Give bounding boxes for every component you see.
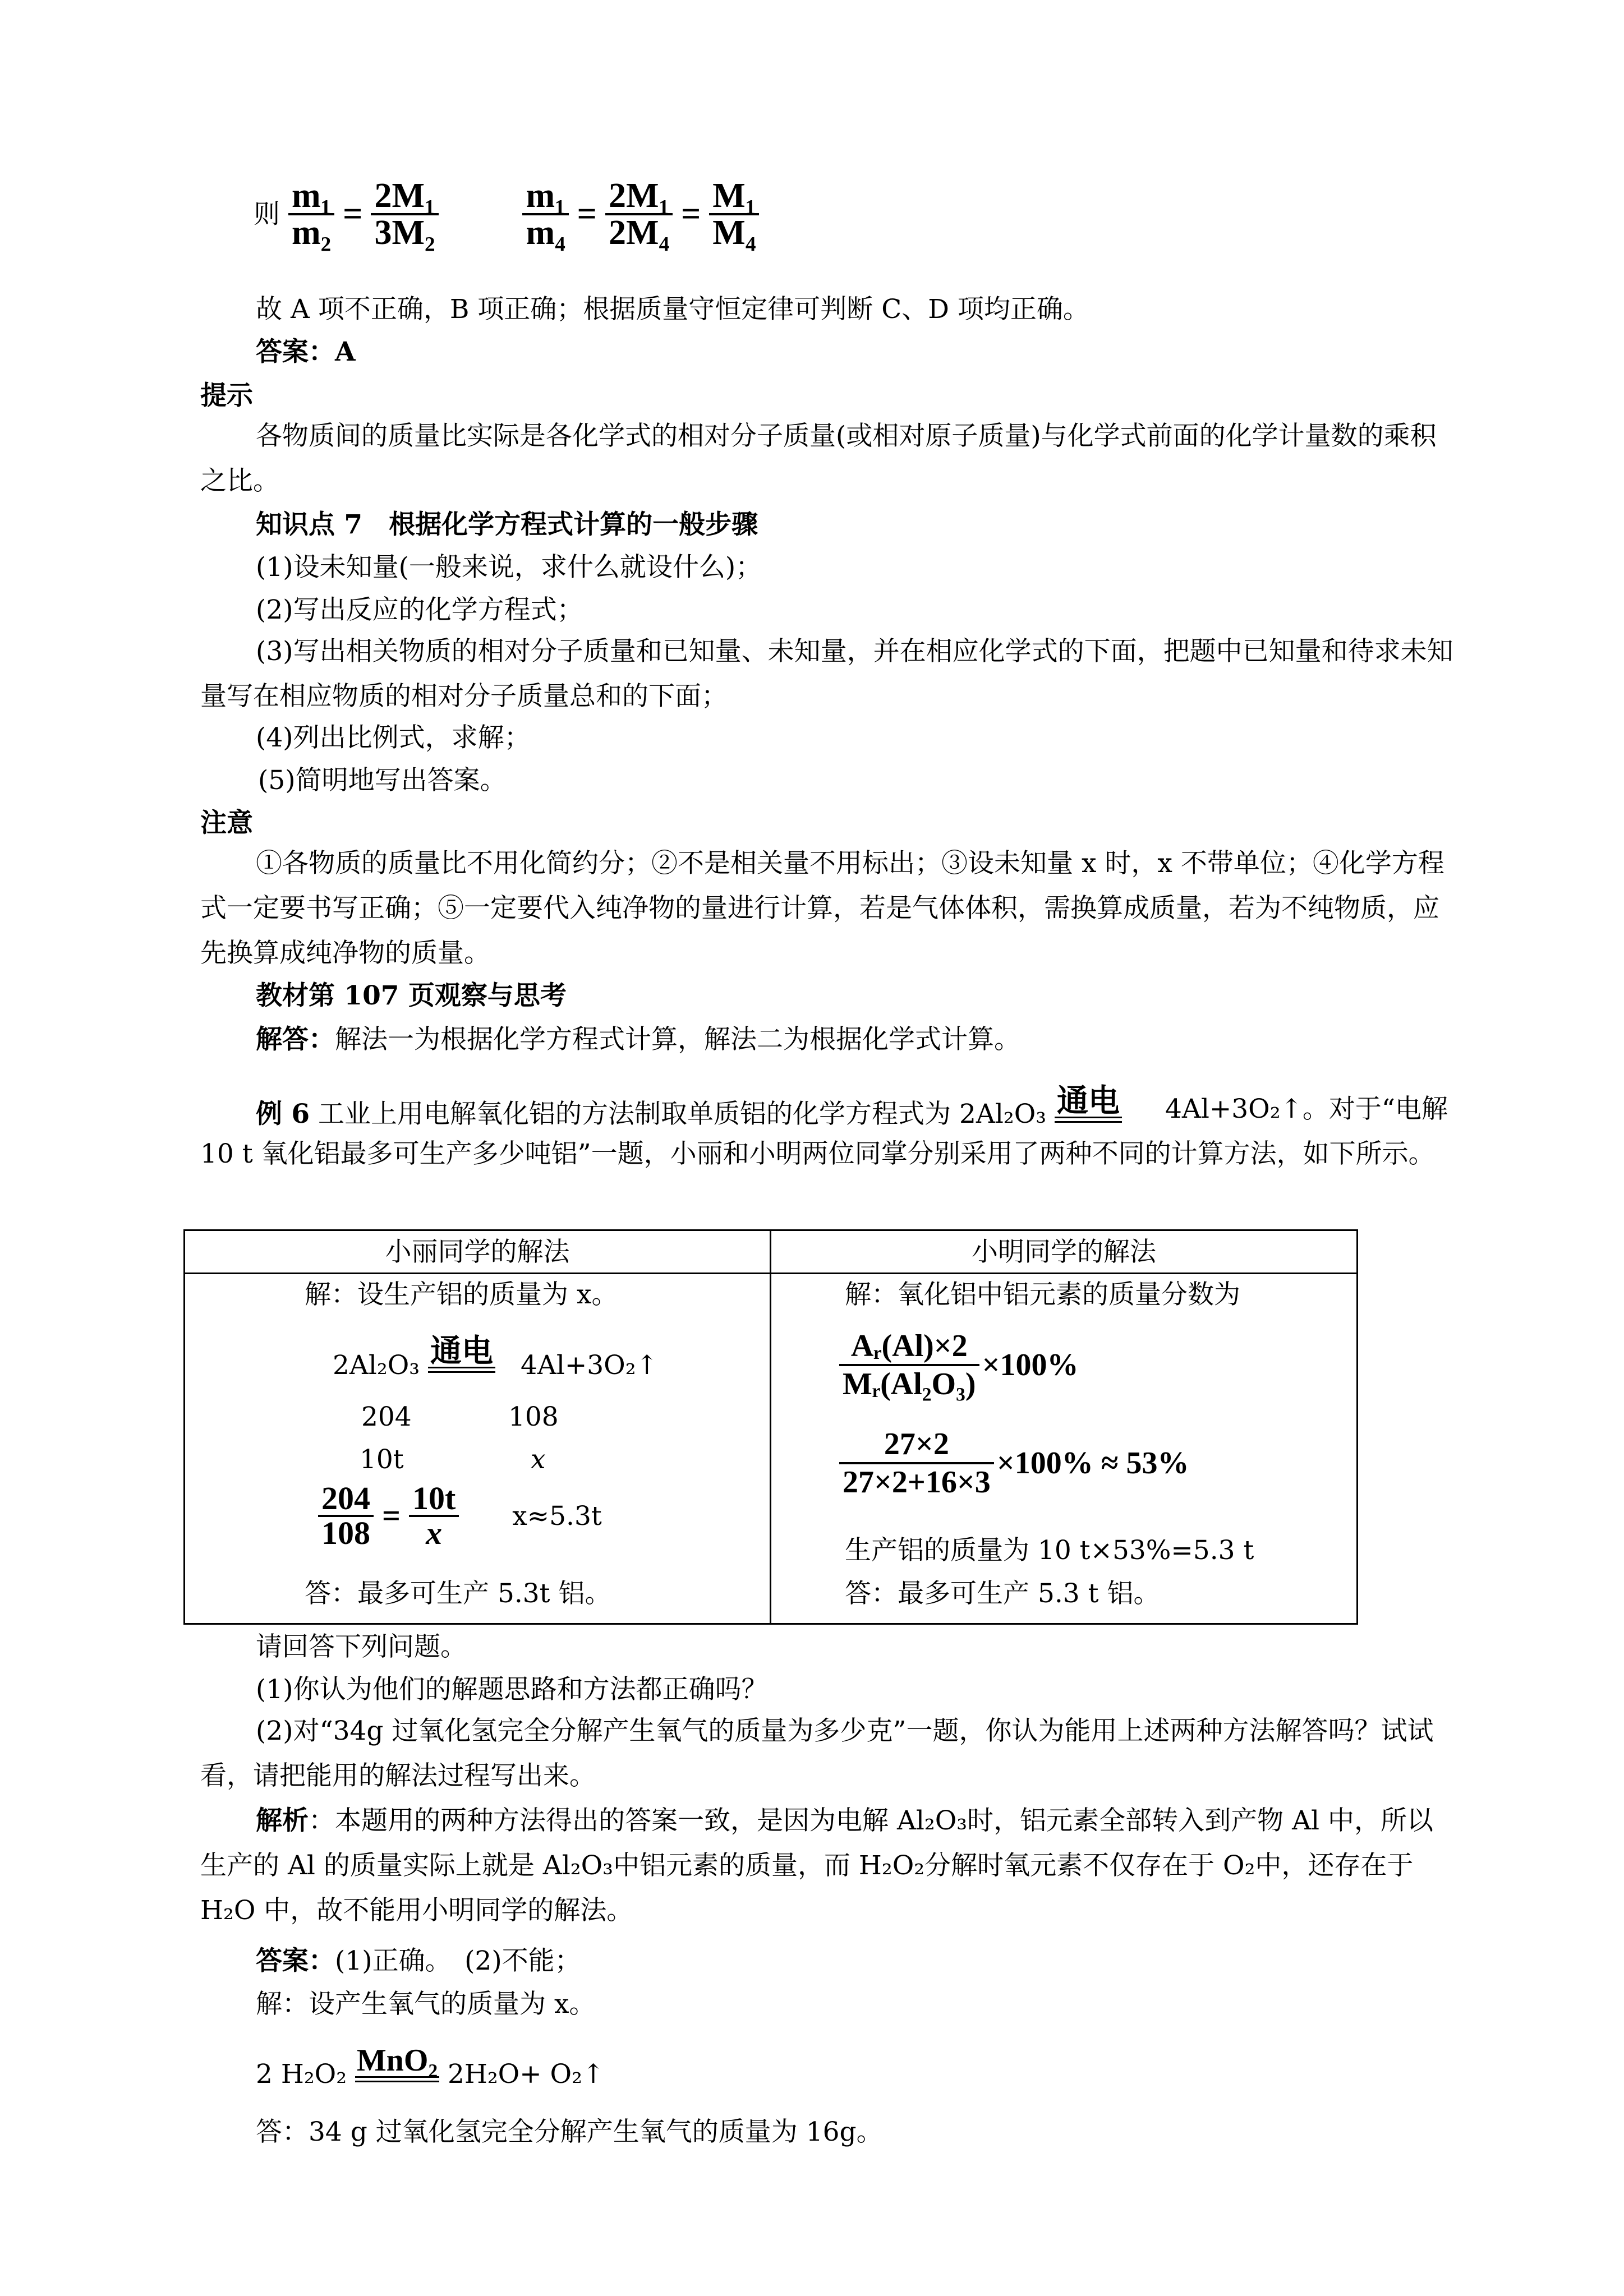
- catalyst-label: MnO₂: [356, 2043, 438, 2078]
- fraction-numerator: Aᵣ(Al)×2: [839, 1328, 979, 1366]
- catalyst-condition-arrow: [355, 2045, 439, 2082]
- xiaoli-answer: 答：最多可生产 5.3t 铝。: [305, 1578, 611, 1609]
- fraction-denominator: 3M₂: [374, 214, 435, 252]
- conclusion-line: 故 A 项不正确，B 项正确；根据质量守恒定律可判断 C、D 项均正确。: [256, 294, 1089, 325]
- xiaoli-unknown-x: x: [531, 1444, 546, 1475]
- xiaoming-answer: 答：最多可生产 5.3 t 铝。: [845, 1578, 1160, 1609]
- step-5: (5)简明地写出答案。: [258, 765, 507, 796]
- formula-prefix: 则: [254, 199, 280, 230]
- analysis-text: ：本题用的两种方法得出的答案一致，是因为电解 Al₂O₃时，铝元素全部转入到产物 Al 中，所以生产的 Al 的质量实际上就是 Al₂O₃中铝元素的质量，而 H₂O₂分解时氧元素不仅存在于 O₂中，还存在于 H₂O 中，故不能用小明同学的解法。: [200, 1805, 1433, 1926]
- textbook-answer-label: 解答：: [256, 1024, 335, 1055]
- products: 4Al+3O₂↑: [521, 1350, 658, 1381]
- example-6-text-b: 4Al+3O₂↑。对于“电解 10 t 氧化铝最多可生产多少吨铝”一题，小丽和小明两位同掌分别采用了两种不同的计算方法，如下所示。: [200, 1094, 1448, 1169]
- textbook-answer-text: 解法一为根据化学方程式计算，解法二为根据化学式计算。: [335, 1024, 1020, 1055]
- xiaoli-mass-aluminum: 108: [508, 1401, 559, 1432]
- header-label: 小丽同学的解法: [385, 1236, 570, 1267]
- answer-2-text: (1)正确。 (2)不能；: [335, 1945, 581, 1976]
- answer-2-label: 答案：: [256, 1945, 335, 1976]
- final-answer: 答：34 g 过氧化氢完全分解产生氧气的质量为 16g。: [256, 2117, 883, 2147]
- percent-tail: ×100%: [982, 1348, 1079, 1382]
- step-4: (4)列出比例式，求解；: [256, 722, 531, 753]
- xiaoli-proportion: [318, 1482, 602, 1550]
- xiaoming-solution-cell: [771, 1274, 1358, 1624]
- table-header-xiaoli: [185, 1230, 771, 1274]
- textbook-answer: [256, 1026, 1020, 1053]
- fraction-denominator: M₄: [712, 214, 756, 252]
- xiaoming-numeric-formula: [839, 1426, 1189, 1500]
- hint-text: 各物质间的质量比实际是各化学式的相对分子质量(或相对原子质量)与化学式前面的化学计量数的乘积之比。: [200, 421, 1437, 496]
- example-6-text-a: 工业上用电解氧化铝的方法制取单质铝的化学方程式为 2Al₂O₃: [318, 1099, 1047, 1129]
- header-label: 小明同学的解法: [972, 1236, 1156, 1267]
- condition-label: 通电: [430, 1333, 494, 1370]
- note-text: ①各物质的质量比不用化简约分；②不是相关量不用标出；③设未知量 x 时，x 不带单位；④化学方程式一定要书写正确；⑤一定要代入纯净物的量进行计算，若是气体体积，需换算成质量，若为不纯物质，应先换算成纯净物的质量。: [200, 848, 1444, 969]
- equals-sign: =: [381, 1497, 401, 1534]
- knowledge-point-7-title: 知识点 7 根据化学方程式计算的一般步骤: [256, 509, 758, 540]
- percent-result: ×100% ≈ 53%: [996, 1446, 1189, 1481]
- fraction-denominator: Mᵣ(Al₂O₃): [843, 1367, 976, 1401]
- fraction-numerator: M₁: [709, 178, 759, 215]
- fraction-numerator: 10t: [409, 1482, 459, 1517]
- solution-line: 解：设产生氧气的质量为 x。: [256, 1989, 596, 2020]
- fraction-m1-m2: [288, 178, 334, 250]
- question-intro: 请回答下列问题。: [256, 1631, 467, 1662]
- fraction-denominator: m₂: [291, 214, 332, 252]
- xiaoli-mass-alumina: 204: [361, 1401, 412, 1432]
- h2o2-equation: [256, 2043, 605, 2095]
- products: 2H₂O+ O₂↑: [447, 2059, 605, 2090]
- condition-label: 通电: [1057, 1082, 1120, 1119]
- question-2: (2)对“34g 过氧化氢完全分解产生氧气的质量为多少克”一题，你认为能用上述两种方法解答吗？试试看，请把能用的解法过程写出来。: [200, 1716, 1434, 1791]
- fraction-m1-m4-final: [709, 178, 759, 250]
- note-title: 注意: [200, 808, 253, 838]
- fraction-numerator: 27×2: [839, 1426, 994, 1464]
- fraction-numeric: [839, 1426, 994, 1500]
- table-header-xiaoming: [771, 1230, 1358, 1274]
- xiaoming-line-1: 解：氧化铝中铝元素的质量分数为: [845, 1279, 1240, 1310]
- step-2: (2)写出反应的化学方程式；: [256, 594, 583, 625]
- analysis-paragraph: [200, 1799, 1457, 1933]
- xiaoming-mass-line: 生产铝的质量为 10 t×53%=5.3 t: [845, 1535, 1254, 1566]
- fraction-denominator: 2M₄: [608, 214, 670, 252]
- mass-ratio-formula: [254, 178, 759, 268]
- xiaoli-equation: [333, 1333, 658, 1385]
- fraction-204-108: [318, 1482, 374, 1550]
- fraction-denominator: x: [426, 1515, 443, 1551]
- analysis-label: 解析: [256, 1805, 309, 1836]
- fraction-denominator: m₄: [526, 214, 565, 252]
- fraction-denominator: 108: [321, 1515, 370, 1551]
- example-6-label: 例 6: [256, 1099, 310, 1129]
- fraction-numerator: 2M₁: [371, 178, 438, 215]
- xiaoli-known-mass: 10t: [360, 1444, 404, 1475]
- fraction-denominator: 27×2+16×3: [843, 1465, 991, 1500]
- xiaoli-line-1: 解：设生产铝的质量为 x。: [305, 1279, 618, 1310]
- equals-sign: =: [577, 195, 597, 233]
- step-1: (1)设未知量(一般来说，求什么就设什么)；: [256, 552, 762, 583]
- equals-sign: =: [681, 195, 701, 233]
- reactants: 2Al₂O₃: [333, 1350, 420, 1381]
- fraction-10t-x: [409, 1482, 459, 1550]
- fraction-numerator: 204: [318, 1482, 374, 1517]
- fraction-numerator: 2M₁: [605, 178, 673, 215]
- xiaoming-fraction-formula: [839, 1328, 1079, 1402]
- reaction-condition-arrow: [428, 1335, 495, 1373]
- answer-a: 答案：A: [256, 336, 356, 367]
- xiaoli-solution-cell: [185, 1274, 771, 1624]
- fraction-m1-m4: [522, 178, 568, 250]
- fraction-numerator: m₁: [522, 178, 568, 215]
- reactants: 2 H₂O₂: [256, 2059, 347, 2090]
- xiaoli-result: x≈5.3t: [512, 1500, 602, 1532]
- fraction-ar-mr: [839, 1328, 979, 1402]
- fraction-numerator: m₁: [288, 178, 334, 215]
- equals-sign: =: [343, 195, 363, 233]
- fraction-2m1-2m4: [605, 178, 673, 250]
- question-1: (1)你认为他们的解题思路和方法都正确吗？: [256, 1674, 768, 1705]
- textbook-title: 教材第 107 页观察与思考: [256, 980, 567, 1011]
- hint-title: 提示: [200, 380, 253, 411]
- answer-2: [256, 1945, 581, 1976]
- fraction-2m1-3m2: [371, 178, 438, 250]
- step-3: (3)写出相关物质的相对分子质量和已知量、未知量，并在相应化学式的下面，把题中已知量和待求未知量写在相应物质的相对分子质量总和的下面；: [200, 636, 1453, 712]
- solutions-table: [183, 1229, 1358, 1625]
